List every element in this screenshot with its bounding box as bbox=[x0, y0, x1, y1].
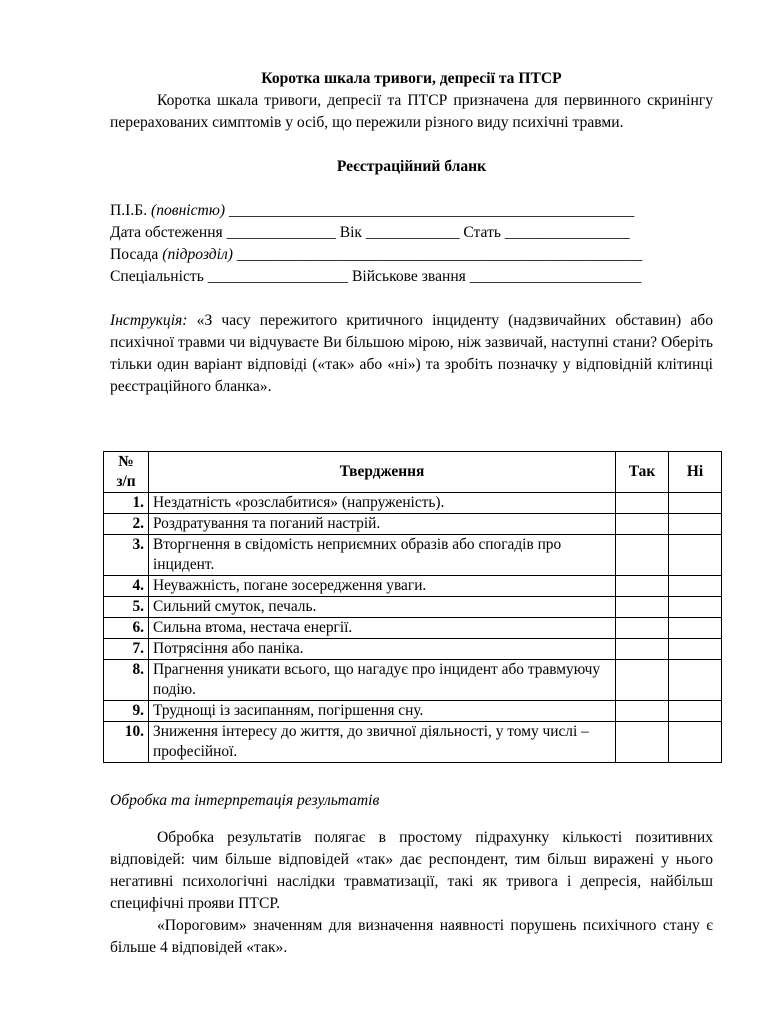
answer-no-cell[interactable] bbox=[669, 597, 722, 618]
name-field-line bbox=[110, 200, 713, 222]
row-number: 10. bbox=[104, 722, 149, 763]
processing-heading: Обробка та інтерпретація результатів bbox=[110, 791, 380, 809]
answer-yes-cell[interactable] bbox=[616, 493, 669, 514]
row-statement: Вторгнення в свідомість неприємних образів або спогадів про інцидент. bbox=[149, 535, 616, 576]
answer-no-cell[interactable] bbox=[669, 701, 722, 722]
row-number: 6. bbox=[104, 618, 149, 639]
position-blank[interactable]: ____________________________________________________ bbox=[232, 246, 643, 263]
instruction-text: «З часу пережитого критичного інциденту (надзвичайних обставин) або психічної травми чи відчуваєте Ви більшою мірою, ніж зазвичай, наступні стани? Оберіть тільки один варіант відповіді («так» або «ні») та зробіть позначку у відповідній клітинці реєстраційного бланка». bbox=[110, 312, 713, 395]
header-statement: Твердження bbox=[149, 452, 616, 493]
header-number-abbrev: з/п bbox=[116, 473, 136, 490]
answer-yes-cell[interactable] bbox=[616, 722, 669, 763]
row-statement: Труднощі із засипанням, погіршення сну. bbox=[149, 701, 616, 722]
row-statement: Роздратування та поганий настрій. bbox=[149, 514, 616, 535]
rank-label: Військове звання bbox=[351, 268, 466, 285]
row-number: 4. bbox=[104, 576, 149, 597]
answer-no-cell[interactable] bbox=[669, 514, 722, 535]
symptoms-table bbox=[103, 451, 722, 763]
sex-blank[interactable]: ________________ bbox=[501, 224, 630, 241]
answer-yes-cell[interactable] bbox=[616, 535, 669, 576]
table-row bbox=[104, 701, 722, 722]
table-row bbox=[104, 722, 722, 763]
row-statement: Потрясіння або паніка. bbox=[149, 639, 616, 660]
date-label: Дата обстеження bbox=[110, 224, 223, 241]
sex-label: Стать bbox=[463, 224, 502, 241]
row-number: 3. bbox=[104, 535, 149, 576]
table-row bbox=[104, 514, 722, 535]
answer-no-cell[interactable] bbox=[669, 660, 722, 701]
answer-yes-cell[interactable] bbox=[616, 701, 669, 722]
table-row bbox=[104, 618, 722, 639]
answer-no-cell[interactable] bbox=[669, 639, 722, 660]
position-hint: (підрозділ) bbox=[162, 246, 233, 263]
header-yes: Так bbox=[616, 452, 669, 493]
instruction-paragraph bbox=[110, 310, 713, 398]
row-number: 8. bbox=[104, 660, 149, 701]
answer-no-cell[interactable] bbox=[669, 618, 722, 639]
answer-no-cell[interactable] bbox=[669, 576, 722, 597]
row-statement: Нездатність «розслабитися» (напруженість). bbox=[149, 493, 616, 514]
answer-yes-cell[interactable] bbox=[616, 618, 669, 639]
table-row bbox=[104, 535, 722, 576]
name-hint: (повністю) bbox=[151, 202, 226, 219]
instruction-label: Інструкція: bbox=[110, 312, 188, 329]
age-label: Вік bbox=[339, 224, 362, 241]
answer-yes-cell[interactable] bbox=[616, 597, 669, 618]
row-number: 1. bbox=[104, 493, 149, 514]
document-header bbox=[110, 68, 713, 398]
answer-no-cell[interactable] bbox=[669, 535, 722, 576]
intro-paragraph: Коротка шкала тривоги, депресії та ПТСР призначена для первинного скринінгу перерахованих симптомів у осіб, що пережили різного виду психічні травми. bbox=[110, 92, 713, 131]
position-field-line bbox=[110, 244, 713, 266]
position-label: Посада bbox=[110, 246, 159, 263]
row-number: 5. bbox=[104, 597, 149, 618]
rank-blank[interactable]: ______________________ bbox=[465, 268, 642, 285]
date-age-sex-line bbox=[110, 222, 713, 244]
row-statement: Сильний смуток, печаль. bbox=[149, 597, 616, 618]
answer-yes-cell[interactable] bbox=[616, 514, 669, 535]
age-blank[interactable]: ____________ bbox=[362, 224, 464, 241]
date-blank[interactable]: ______________ bbox=[222, 224, 340, 241]
row-statement: Зниження інтересу до життя, до звичної діяльності, у тому числі – професійної. bbox=[149, 722, 616, 763]
form-title: Реєстраційний бланк bbox=[336, 158, 487, 175]
document-title: Коротка шкала тривоги, депресії та ПТСР bbox=[261, 70, 562, 87]
table-row bbox=[104, 597, 722, 618]
table-row bbox=[104, 639, 722, 660]
answer-no-cell[interactable] bbox=[669, 493, 722, 514]
table-row bbox=[104, 493, 722, 514]
answer-yes-cell[interactable] bbox=[616, 576, 669, 597]
row-number: 2. bbox=[104, 514, 149, 535]
processing-paragraph-2: «Пороговим» значенням для визначення наявності порушень психічного стану є більше 4 відповідей «так». bbox=[110, 917, 713, 957]
row-statement: Неуважність, погане зосередження уваги. bbox=[149, 576, 616, 597]
processing-paragraph-1: Обробка результатів полягає в простому підрахунку кількості позитивних відповідей: чим більше відповідей «так» дає респондент, тим більш виражені у нього негативні психологічні наслідки травматизації, такі як тривога і депресія, найбільш специфічні прояви ПТСР. bbox=[110, 829, 713, 913]
answer-yes-cell[interactable] bbox=[616, 639, 669, 660]
row-number: 7. bbox=[104, 639, 149, 660]
answer-no-cell[interactable] bbox=[669, 722, 722, 763]
table-row bbox=[104, 660, 722, 701]
name-label: П.І.Б. bbox=[110, 202, 148, 219]
row-statement: Прагнення уникати всього, що нагадує про інцидент або травмуючу подію. bbox=[149, 660, 616, 701]
row-statement: Сильна втома, нестача енергії. bbox=[149, 618, 616, 639]
header-number bbox=[104, 452, 149, 493]
specialty-rank-line bbox=[110, 266, 713, 288]
processing-section bbox=[110, 774, 713, 959]
row-number: 9. bbox=[104, 701, 149, 722]
header-number-symbol: № bbox=[118, 453, 134, 470]
specialty-label: Спеціальність bbox=[110, 268, 204, 285]
name-blank[interactable]: ____________________________________________________ bbox=[225, 202, 635, 219]
specialty-blank[interactable]: __________________ bbox=[203, 268, 352, 285]
header-no: Ні bbox=[669, 452, 722, 493]
table-header-row bbox=[104, 452, 722, 493]
answer-yes-cell[interactable] bbox=[616, 660, 669, 701]
table-row bbox=[104, 576, 722, 597]
